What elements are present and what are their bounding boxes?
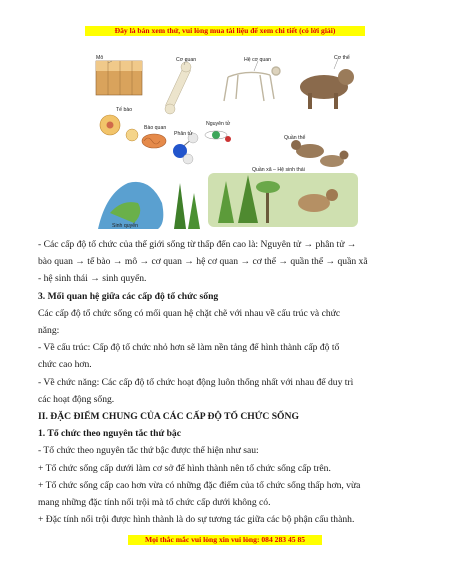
heading-hierarchy: 1. Tổ chức theo nguyên tắc thứ bậc — [38, 428, 181, 440]
paragraph-hierarchy-2a: + Tổ chức sống cấp cao hơn vừa có những đặc điểm của tổ chức sống thấp hơn, vừa — [38, 479, 361, 491]
paragraph-hierarchy-2b: mang những đặc tính nổi trội mà tổ chức cấp dưới không có. — [38, 497, 271, 509]
connector-lines — [108, 59, 338, 71]
label-quan-the: Quần thể — [284, 135, 306, 141]
paragraph-hierarchy-3: + Đặc tính nổi trội được hình thành là do sự tương tác giữa các bộ phận cấu thành. — [38, 514, 355, 526]
paragraph-relationship-2: năng: — [38, 325, 60, 337]
label-sinh-quyen: Sinh quyển — [112, 223, 138, 229]
organism-cat-illustration — [300, 69, 354, 109]
heading-relationship: 3. Mối quan hệ giữa các cấp độ tổ chức sống — [38, 290, 219, 302]
paragraph-function-2: các hoạt động sống. — [38, 393, 115, 405]
paragraph-structure-2: chức cao hơn. — [38, 359, 92, 371]
label-mo: Mô — [96, 55, 104, 61]
heading-section-ii: II. ĐẶC ĐIỂM CHUNG CỦA CÁC CẤP ĐỘ TỔ CHỨC SỐNG — [38, 411, 299, 423]
organization-levels-illustration — [88, 53, 364, 231]
paragraph-levels-1: - Các cấp độ tổ chức của thế giới sống từ thấp đến cao là: Nguyên tử → phân tử → — [38, 239, 357, 250]
skeleton-illustration — [224, 67, 280, 101]
bone-illustration — [165, 62, 192, 114]
label-nguyen-tu: Nguyên tử — [206, 121, 231, 127]
paragraph-levels-3: - hệ sinh thái → sinh quyển. — [38, 273, 147, 285]
population-cats-illustration — [291, 140, 349, 167]
organelle-illustration — [142, 134, 166, 148]
atom-illustration — [205, 131, 231, 142]
body-text — [38, 236, 414, 528]
label-te-bao: Tế bào — [116, 107, 133, 113]
ecosystem-illustration — [208, 173, 358, 227]
paragraph-function-1: - Về chức năng: Các cấp độ tổ chức hoạt động luôn thống nhất với nhau để duy trì — [38, 376, 354, 388]
cell-illustration — [100, 115, 138, 141]
label-co-the: Cơ thể — [334, 55, 350, 61]
label-he-co-quan: Hệ cơ quan — [244, 57, 272, 63]
label-co-quan: Cơ quan — [176, 57, 197, 63]
label-bao-quan: Bào quan — [144, 125, 167, 131]
label-quan-xa: Quần xã – Hệ sinh thái — [252, 167, 305, 173]
paragraph-levels-2: bào quan → tế bào → mô → cơ quan → hệ cơ quan → cơ thể → quần thể → quần xã — [38, 256, 368, 268]
preview-banner: Đây là bản xem thử, vui lòng mua tài liệu để xem chi tiết (có lời giải) — [85, 26, 365, 36]
tissue-illustration — [96, 61, 142, 95]
contact-banner: Mọi thắc mắc vui lòng xin vui lòng: 084 283 45 85 — [128, 535, 322, 545]
paragraph-hierarchy-1: + Tổ chức sống cấp dưới làm cơ sở để hình thành nên tổ chức sống cấp trên. — [38, 462, 331, 474]
paragraph-structure-1: - Về cấu trúc: Cấp độ tổ chức nhỏ hơn sẽ làm nền tảng để hình thành cấp độ tổ — [38, 342, 340, 354]
paragraph-hierarchy-intro: - Tổ chức theo nguyên tắc thứ bậc được thể hiện như sau: — [38, 445, 259, 457]
label-phan-tu: Phân tử — [174, 131, 193, 137]
paragraph-relationship-1: Các cấp độ tổ chức sống có mối quan hệ chặt chẽ với nhau về cấu trúc và chức — [38, 307, 341, 319]
biosphere-illustration — [98, 182, 200, 229]
molecule-illustration — [173, 133, 198, 164]
organization-levels-figure — [88, 53, 364, 231]
